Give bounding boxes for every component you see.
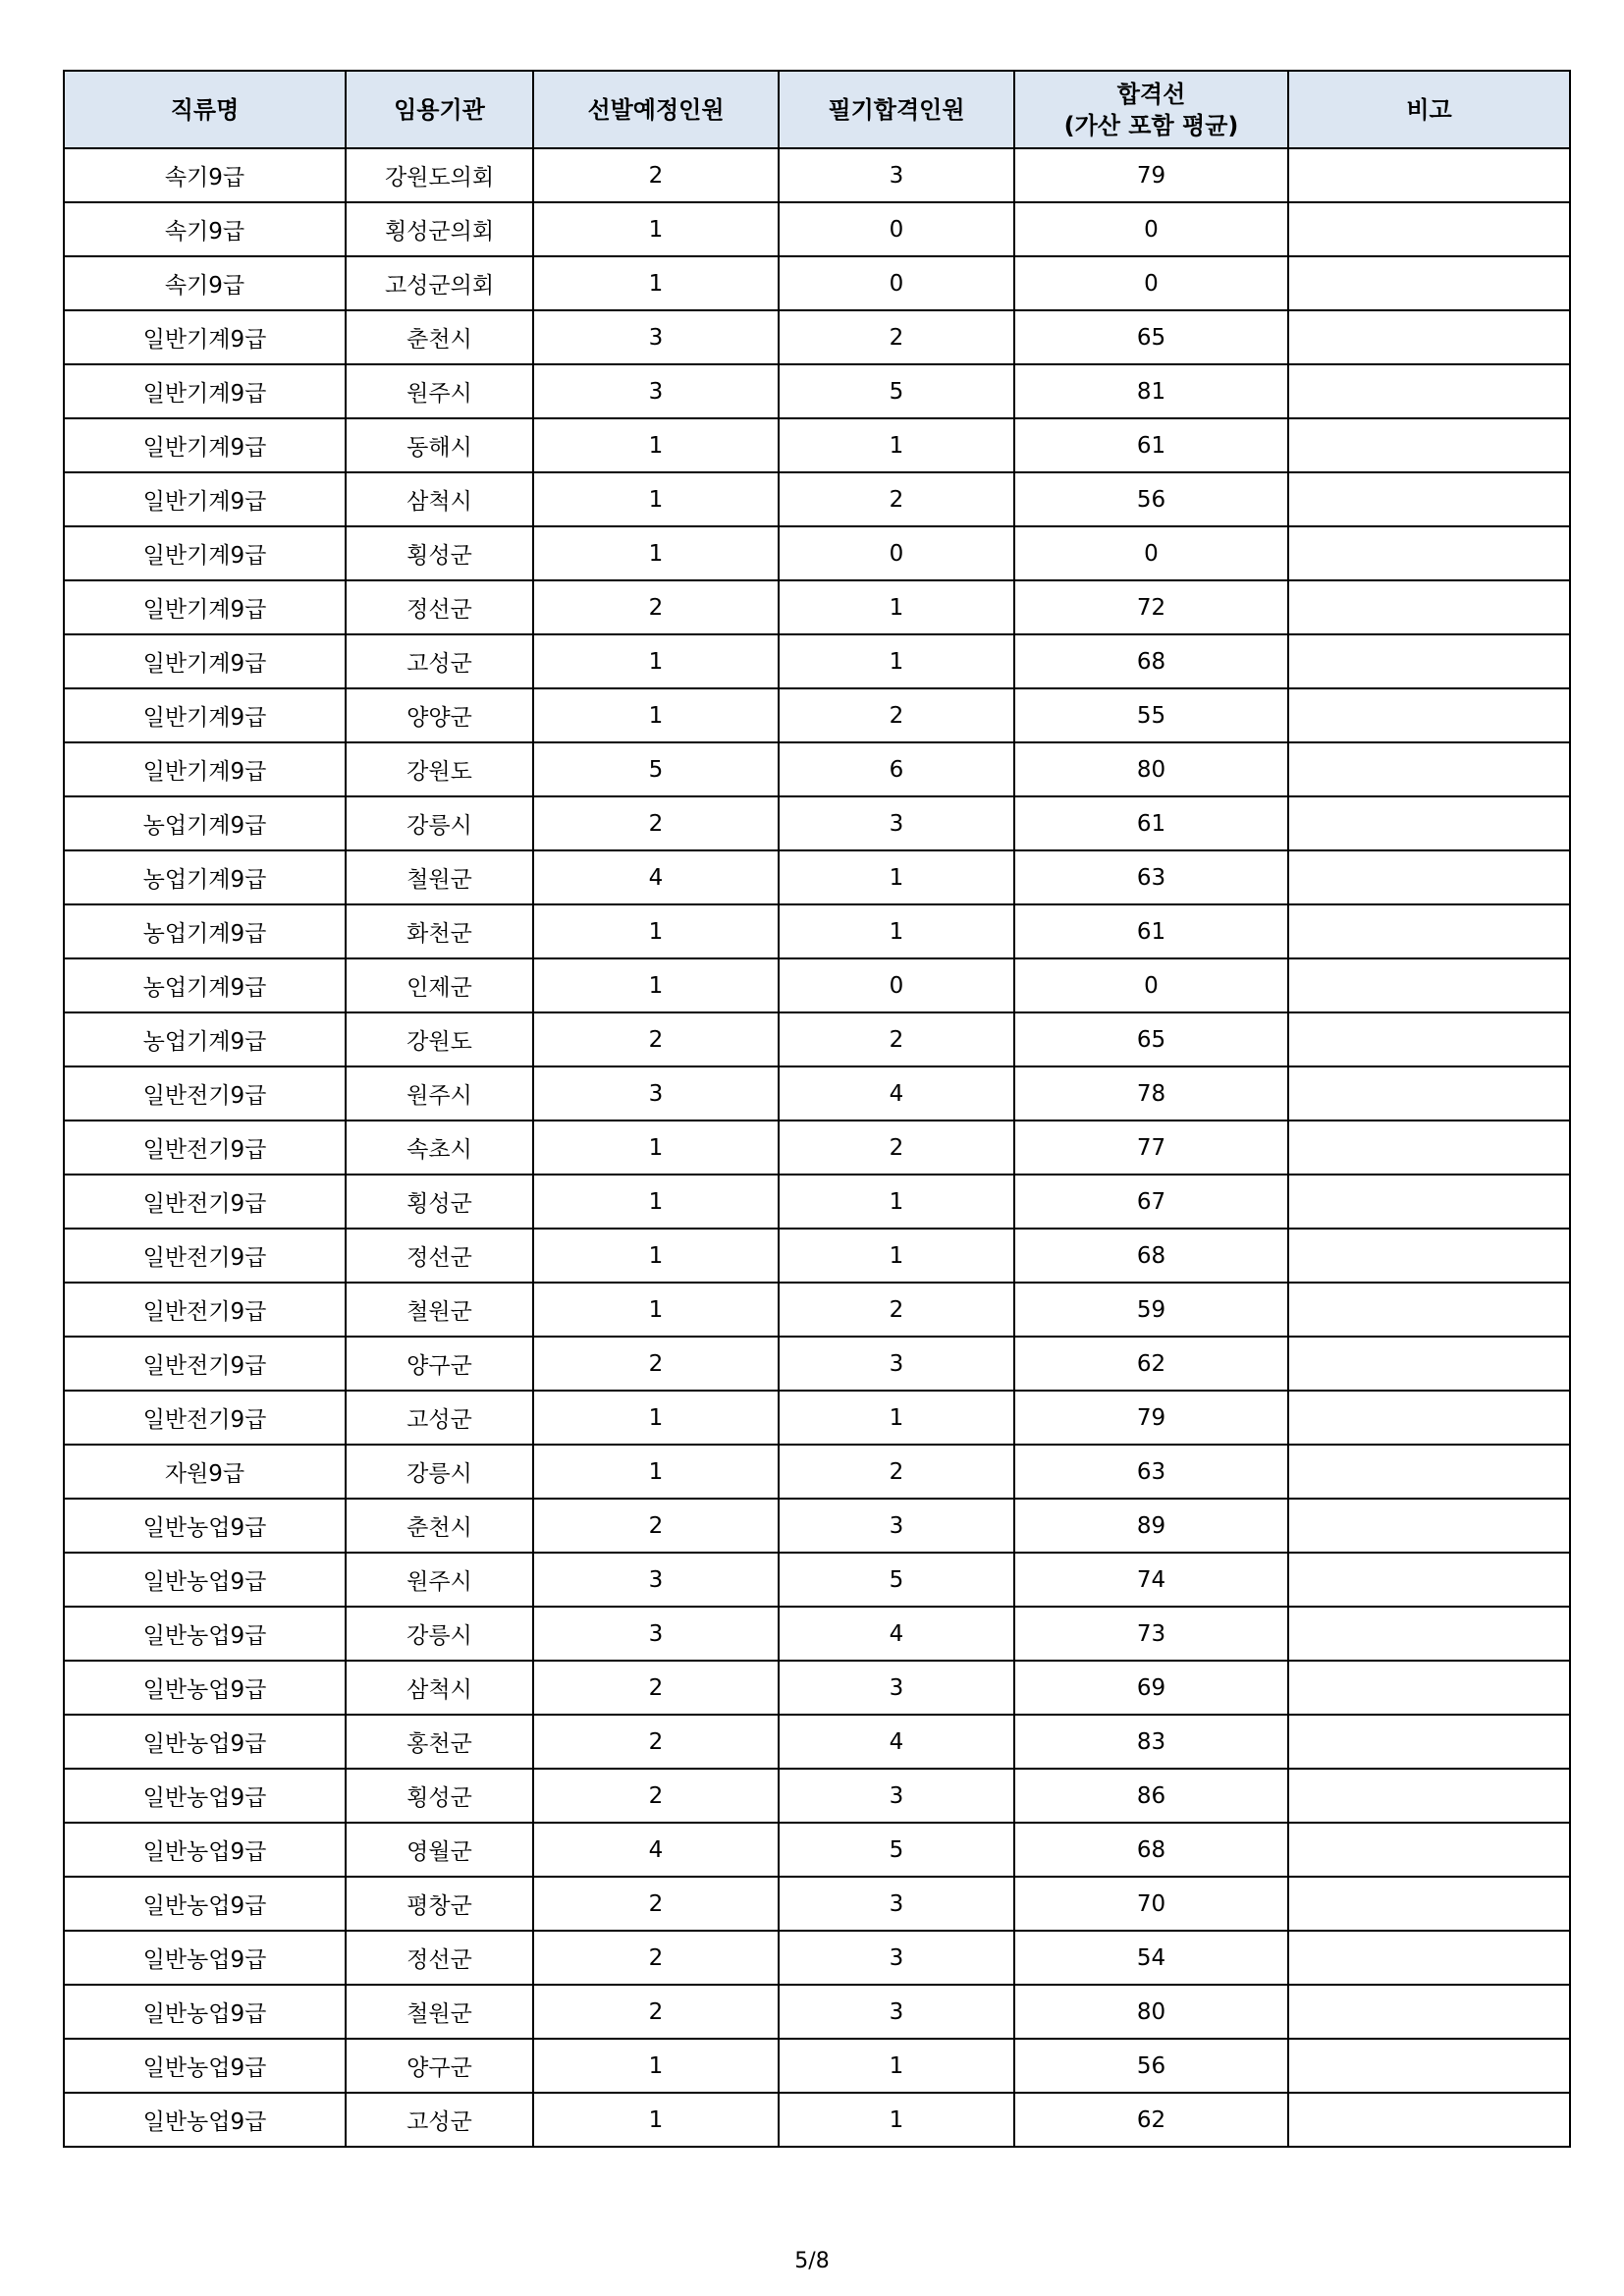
remarks-cell: [1288, 1607, 1570, 1661]
job-category-cell: 일반농업9급: [64, 2093, 346, 2147]
cutoff-score-cell: 68: [1014, 1823, 1288, 1877]
agency-cell: 인제군: [346, 958, 533, 1012]
written-passed-cell: 3: [779, 1499, 1014, 1553]
job-category-cell: 일반기계9급: [64, 472, 346, 526]
agency-cell: 춘천시: [346, 1499, 533, 1553]
job-category-cell: 일반기계9급: [64, 742, 346, 796]
cutoff-score-cell: 63: [1014, 850, 1288, 904]
table-row: [64, 1931, 1570, 1985]
agency-cell: 고성군: [346, 1391, 533, 1445]
table-row: [64, 1066, 1570, 1121]
planned-selection-cell: 1: [533, 418, 779, 472]
planned-selection-cell: 2: [533, 580, 779, 634]
job-category-cell: 일반전기9급: [64, 1391, 346, 1445]
table-row: [64, 742, 1570, 796]
cutoff-score-cell: 81: [1014, 364, 1288, 418]
planned-selection-cell: 2: [533, 1877, 779, 1931]
written-passed-cell: 1: [779, 2039, 1014, 2093]
cutoff-score-cell: 56: [1014, 472, 1288, 526]
agency-cell: 고성군의회: [346, 256, 533, 310]
agency-cell: 춘천시: [346, 310, 533, 364]
job-category-cell: 일반기계9급: [64, 364, 346, 418]
written-passed-cell: 3: [779, 796, 1014, 850]
job-category-cell: 일반농업9급: [64, 1985, 346, 2039]
agency-cell: 홍천군: [346, 1715, 533, 1769]
written-passed-cell: 2: [779, 1121, 1014, 1175]
written-passed-cell: 2: [779, 1012, 1014, 1066]
table-row: [64, 1661, 1570, 1715]
table-row: [64, 796, 1570, 850]
remarks-cell: [1288, 1823, 1570, 1877]
job-category-cell: 일반농업9급: [64, 1499, 346, 1553]
agency-cell: 정선군: [346, 1229, 533, 1283]
job-category-cell: 일반전기9급: [64, 1121, 346, 1175]
planned-selection-cell: 1: [533, 472, 779, 526]
planned-selection-cell: 1: [533, 904, 779, 958]
planned-selection-cell: 2: [533, 1985, 779, 2039]
written-passed-cell: 3: [779, 1877, 1014, 1931]
remarks-cell: [1288, 310, 1570, 364]
remarks-cell: [1288, 1661, 1570, 1715]
cutoff-score-cell: 72: [1014, 580, 1288, 634]
cutoff-score-cell: 83: [1014, 1715, 1288, 1769]
cutoff-score-cell: 61: [1014, 796, 1288, 850]
agency-cell: 강릉시: [346, 1445, 533, 1499]
planned-selection-cell: 4: [533, 850, 779, 904]
table-row: [64, 1553, 1570, 1607]
job-category-cell: 일반기계9급: [64, 688, 346, 742]
remarks-cell: [1288, 364, 1570, 418]
cutoff-score-cell: 56: [1014, 2039, 1288, 2093]
remarks-cell: [1288, 148, 1570, 202]
table-row: [64, 1012, 1570, 1066]
table-row: [64, 1445, 1570, 1499]
remarks-cell: [1288, 634, 1570, 688]
cutoff-score-cell: 62: [1014, 2093, 1288, 2147]
planned-selection-cell: 2: [533, 148, 779, 202]
written-passed-cell: 0: [779, 526, 1014, 580]
table-row: [64, 1715, 1570, 1769]
agency-cell: 양구군: [346, 1337, 533, 1391]
cutoff-score-cell: 55: [1014, 688, 1288, 742]
job-category-cell: 일반전기9급: [64, 1066, 346, 1121]
agency-cell: 강원도: [346, 1012, 533, 1066]
table-row: [64, 1337, 1570, 1391]
planned-selection-cell: 3: [533, 1553, 779, 1607]
cutoff-score-cell: 79: [1014, 1391, 1288, 1445]
agency-cell: 속초시: [346, 1121, 533, 1175]
agency-cell: 고성군: [346, 634, 533, 688]
cutoff-score-cell: 69: [1014, 1661, 1288, 1715]
job-category-cell: 농업기계9급: [64, 850, 346, 904]
table-row: [64, 202, 1570, 256]
agency-cell: 삼척시: [346, 472, 533, 526]
planned-selection-cell: 3: [533, 1066, 779, 1121]
planned-selection-cell: 1: [533, 1175, 779, 1229]
cutoff-score-cell: 0: [1014, 256, 1288, 310]
results-table: [63, 70, 1571, 2148]
cutoff-score-cell: 63: [1014, 1445, 1288, 1499]
cutoff-score-cell: 79: [1014, 148, 1288, 202]
agency-cell: 횡성군의회: [346, 202, 533, 256]
planned-selection-cell: 1: [533, 1445, 779, 1499]
remarks-cell: [1288, 1769, 1570, 1823]
remarks-cell: [1288, 1553, 1570, 1607]
remarks-cell: [1288, 850, 1570, 904]
table-row: [64, 1607, 1570, 1661]
written-passed-cell: 5: [779, 364, 1014, 418]
planned-selection-cell: 2: [533, 1661, 779, 1715]
table-row: [64, 1769, 1570, 1823]
job-category-cell: 속기9급: [64, 202, 346, 256]
remarks-cell: [1288, 904, 1570, 958]
job-category-cell: 일반농업9급: [64, 1715, 346, 1769]
table-row: [64, 418, 1570, 472]
planned-selection-cell: 2: [533, 796, 779, 850]
remarks-cell: [1288, 580, 1570, 634]
job-category-cell: 농업기계9급: [64, 904, 346, 958]
job-category-cell: 일반기계9급: [64, 418, 346, 472]
cutoff-score-cell: 65: [1014, 1012, 1288, 1066]
remarks-cell: [1288, 202, 1570, 256]
planned-selection-cell: 1: [533, 1283, 779, 1337]
remarks-cell: [1288, 688, 1570, 742]
header-planned-selection: 선발예정인원: [533, 71, 779, 148]
table-row: [64, 1229, 1570, 1283]
job-category-cell: 일반기계9급: [64, 580, 346, 634]
written-passed-cell: 2: [779, 472, 1014, 526]
written-passed-cell: 3: [779, 1337, 1014, 1391]
table-row: [64, 1391, 1570, 1445]
table-row: [64, 634, 1570, 688]
planned-selection-cell: 2: [533, 1499, 779, 1553]
page-number: 5/8: [794, 2249, 830, 2273]
agency-cell: 양구군: [346, 2039, 533, 2093]
remarks-cell: [1288, 1877, 1570, 1931]
cutoff-score-cell: 78: [1014, 1066, 1288, 1121]
job-category-cell: 농업기계9급: [64, 958, 346, 1012]
job-category-cell: 속기9급: [64, 148, 346, 202]
cutoff-score-cell: 89: [1014, 1499, 1288, 1553]
written-passed-cell: 3: [779, 1769, 1014, 1823]
planned-selection-cell: 1: [533, 958, 779, 1012]
remarks-cell: [1288, 958, 1570, 1012]
table-header-row: [64, 71, 1570, 148]
written-passed-cell: 0: [779, 202, 1014, 256]
cutoff-score-cell: 68: [1014, 634, 1288, 688]
table-row: [64, 2039, 1570, 2093]
remarks-cell: [1288, 418, 1570, 472]
header-cutoff-score: 합격선 (가산 포함 평균): [1014, 71, 1288, 148]
planned-selection-cell: 1: [533, 256, 779, 310]
job-category-cell: 일반농업9급: [64, 2039, 346, 2093]
written-passed-cell: 6: [779, 742, 1014, 796]
table-row: [64, 904, 1570, 958]
cutoff-score-cell: 54: [1014, 1931, 1288, 1985]
remarks-cell: [1288, 256, 1570, 310]
written-passed-cell: 4: [779, 1607, 1014, 1661]
written-passed-cell: 0: [779, 256, 1014, 310]
written-passed-cell: 1: [779, 2093, 1014, 2147]
table-row: [64, 1877, 1570, 1931]
cutoff-score-cell: 0: [1014, 526, 1288, 580]
agency-cell: 정선군: [346, 1931, 533, 1985]
planned-selection-cell: 5: [533, 742, 779, 796]
agency-cell: 횡성군: [346, 526, 533, 580]
remarks-cell: [1288, 1337, 1570, 1391]
written-passed-cell: 2: [779, 688, 1014, 742]
cutoff-score-cell: 77: [1014, 1121, 1288, 1175]
remarks-cell: [1288, 472, 1570, 526]
cutoff-score-cell: 80: [1014, 1985, 1288, 2039]
table-row: [64, 850, 1570, 904]
table-row: [64, 1499, 1570, 1553]
job-category-cell: 농업기계9급: [64, 1012, 346, 1066]
planned-selection-cell: 3: [533, 364, 779, 418]
table-row: [64, 1175, 1570, 1229]
agency-cell: 횡성군: [346, 1769, 533, 1823]
table-row: [64, 1283, 1570, 1337]
table-row: [64, 364, 1570, 418]
written-passed-cell: 1: [779, 1391, 1014, 1445]
written-passed-cell: 1: [779, 1229, 1014, 1283]
planned-selection-cell: 1: [533, 1121, 779, 1175]
table-row: [64, 1121, 1570, 1175]
planned-selection-cell: 3: [533, 310, 779, 364]
agency-cell: 양양군: [346, 688, 533, 742]
written-passed-cell: 5: [779, 1823, 1014, 1877]
remarks-cell: [1288, 796, 1570, 850]
agency-cell: 원주시: [346, 1066, 533, 1121]
job-category-cell: 일반전기9급: [64, 1283, 346, 1337]
cutoff-score-cell: 65: [1014, 310, 1288, 364]
job-category-cell: 농업기계9급: [64, 796, 346, 850]
agency-cell: 동해시: [346, 418, 533, 472]
written-passed-cell: 2: [779, 1445, 1014, 1499]
table-body: [64, 148, 1570, 2147]
planned-selection-cell: 2: [533, 1769, 779, 1823]
written-passed-cell: 1: [779, 1175, 1014, 1229]
cutoff-score-cell: 62: [1014, 1337, 1288, 1391]
agency-cell: 영월군: [346, 1823, 533, 1877]
written-passed-cell: 3: [779, 1985, 1014, 2039]
job-category-cell: 일반기계9급: [64, 310, 346, 364]
remarks-cell: [1288, 1066, 1570, 1121]
written-passed-cell: 3: [779, 1931, 1014, 1985]
cutoff-score-cell: 80: [1014, 742, 1288, 796]
remarks-cell: [1288, 1175, 1570, 1229]
cutoff-score-cell: 0: [1014, 202, 1288, 256]
cutoff-score-cell: 86: [1014, 1769, 1288, 1823]
written-passed-cell: 3: [779, 1661, 1014, 1715]
planned-selection-cell: 1: [533, 1229, 779, 1283]
job-category-cell: 일반농업9급: [64, 1607, 346, 1661]
cutoff-score-cell: 70: [1014, 1877, 1288, 1931]
remarks-cell: [1288, 1012, 1570, 1066]
agency-cell: 강릉시: [346, 1607, 533, 1661]
written-passed-cell: 1: [779, 418, 1014, 472]
planned-selection-cell: 1: [533, 688, 779, 742]
remarks-cell: [1288, 2039, 1570, 2093]
remarks-cell: [1288, 1445, 1570, 1499]
remarks-cell: [1288, 1985, 1570, 2039]
table-row: [64, 472, 1570, 526]
cutoff-score-cell: 61: [1014, 904, 1288, 958]
job-category-cell: 일반전기9급: [64, 1175, 346, 1229]
table-row: [64, 1823, 1570, 1877]
written-passed-cell: 1: [779, 904, 1014, 958]
planned-selection-cell: 3: [533, 1607, 779, 1661]
agency-cell: 강릉시: [346, 796, 533, 850]
written-passed-cell: 3: [779, 148, 1014, 202]
agency-cell: 삼척시: [346, 1661, 533, 1715]
table-row: [64, 1985, 1570, 2039]
planned-selection-cell: 4: [533, 1823, 779, 1877]
written-passed-cell: 4: [779, 1066, 1014, 1121]
remarks-cell: [1288, 1229, 1570, 1283]
job-category-cell: 일반전기9급: [64, 1229, 346, 1283]
written-passed-cell: 1: [779, 580, 1014, 634]
planned-selection-cell: 1: [533, 634, 779, 688]
job-category-cell: 일반전기9급: [64, 1337, 346, 1391]
planned-selection-cell: 2: [533, 1012, 779, 1066]
table-row: [64, 580, 1570, 634]
agency-cell: 원주시: [346, 1553, 533, 1607]
table-row: [64, 958, 1570, 1012]
header-job-category: 직류명: [64, 71, 346, 148]
remarks-cell: [1288, 1715, 1570, 1769]
cutoff-score-cell: 67: [1014, 1175, 1288, 1229]
planned-selection-cell: 1: [533, 1391, 779, 1445]
planned-selection-cell: 2: [533, 1931, 779, 1985]
planned-selection-cell: 1: [533, 2039, 779, 2093]
table-row: [64, 688, 1570, 742]
written-passed-cell: 0: [779, 958, 1014, 1012]
written-passed-cell: 5: [779, 1553, 1014, 1607]
written-passed-cell: 1: [779, 634, 1014, 688]
agency-cell: 정선군: [346, 580, 533, 634]
job-category-cell: 속기9급: [64, 256, 346, 310]
cutoff-score-cell: 74: [1014, 1553, 1288, 1607]
cutoff-score-cell: 59: [1014, 1283, 1288, 1337]
agency-cell: 철원군: [346, 1283, 533, 1337]
agency-cell: 횡성군: [346, 1175, 533, 1229]
written-passed-cell: 4: [779, 1715, 1014, 1769]
remarks-cell: [1288, 1499, 1570, 1553]
results-table-container: [63, 70, 1569, 2148]
table-row: [64, 2093, 1570, 2147]
job-category-cell: 일반농업9급: [64, 1553, 346, 1607]
remarks-cell: [1288, 2093, 1570, 2147]
remarks-cell: [1288, 742, 1570, 796]
job-category-cell: 일반기계9급: [64, 526, 346, 580]
remarks-cell: [1288, 1931, 1570, 1985]
table-row: [64, 310, 1570, 364]
header-written-passed: 필기합격인원: [779, 71, 1014, 148]
agency-cell: 철원군: [346, 850, 533, 904]
agency-cell: 평창군: [346, 1877, 533, 1931]
remarks-cell: [1288, 1121, 1570, 1175]
table-row: [64, 526, 1570, 580]
planned-selection-cell: 1: [533, 2093, 779, 2147]
remarks-cell: [1288, 1391, 1570, 1445]
agency-cell: 강원도: [346, 742, 533, 796]
job-category-cell: 일반기계9급: [64, 634, 346, 688]
cutoff-score-cell: 68: [1014, 1229, 1288, 1283]
cutoff-score-cell: 61: [1014, 418, 1288, 472]
planned-selection-cell: 2: [533, 1337, 779, 1391]
header-remarks: 비고: [1288, 71, 1570, 148]
written-passed-cell: 1: [779, 850, 1014, 904]
written-passed-cell: 2: [779, 1283, 1014, 1337]
remarks-cell: [1288, 1283, 1570, 1337]
agency-cell: 강원도의회: [346, 148, 533, 202]
job-category-cell: 일반농업9급: [64, 1769, 346, 1823]
job-category-cell: 일반농업9급: [64, 1823, 346, 1877]
planned-selection-cell: 2: [533, 1715, 779, 1769]
agency-cell: 고성군: [346, 2093, 533, 2147]
job-category-cell: 자원9급: [64, 1445, 346, 1499]
agency-cell: 원주시: [346, 364, 533, 418]
remarks-cell: [1288, 526, 1570, 580]
table-row: [64, 256, 1570, 310]
agency-cell: 철원군: [346, 1985, 533, 2039]
cutoff-score-cell: 0: [1014, 958, 1288, 1012]
header-appointing-agency: 임용기관: [346, 71, 533, 148]
job-category-cell: 일반농업9급: [64, 1931, 346, 1985]
planned-selection-cell: 1: [533, 526, 779, 580]
job-category-cell: 일반농업9급: [64, 1877, 346, 1931]
planned-selection-cell: 1: [533, 202, 779, 256]
written-passed-cell: 2: [779, 310, 1014, 364]
table-row: [64, 148, 1570, 202]
agency-cell: 화천군: [346, 904, 533, 958]
job-category-cell: 일반농업9급: [64, 1661, 346, 1715]
cutoff-score-cell: 73: [1014, 1607, 1288, 1661]
